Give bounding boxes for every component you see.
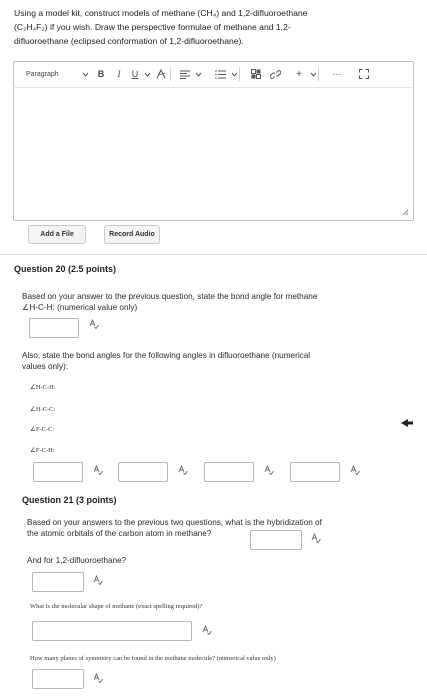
paragraph-style-select[interactable] — [26, 65, 78, 83]
molecular-shape-prompt: What is the molecular shape of methane (exact spelling required)? — [30, 603, 203, 610]
q20-line-1: Based on your answer to the previous question, state the bond angle for methane — [22, 292, 318, 301]
q21-line-1: Based on your answers to the previous two questions, what is the hybridization of — [27, 518, 322, 527]
insert-chevron-icon[interactable] — [308, 65, 318, 83]
chevron-down-icon[interactable] — [78, 65, 92, 83]
spellcheck-icon[interactable] — [93, 465, 103, 478]
molecular-shape-input[interactable] — [32, 621, 192, 641]
record-audio-button[interactable] — [104, 225, 160, 244]
spellcheck-icon[interactable] — [93, 673, 103, 686]
intro-line-3: difluoroethane (eclipsed conformation of 1,2-difluoroethane). — [14, 36, 244, 46]
angle-label-hcc: ∠H-C-C: — [30, 406, 56, 413]
spellcheck-icon[interactable] — [202, 625, 212, 638]
angle-label-hch: ∠H-C-H: — [30, 384, 56, 391]
question-20-title: Question 20 (2.5 points) — [14, 264, 117, 274]
intro-line-1: Using a model kit, construct models of methane (CH₄) and 1,2-difluoroethane — [14, 8, 308, 18]
paragraph-label: Paragraph — [26, 70, 59, 78]
spellcheck-icon[interactable] — [311, 533, 321, 546]
spellcheck-icon[interactable] — [89, 319, 99, 332]
spellcheck-icon[interactable] — [350, 465, 360, 478]
hybridization-difluoroethane-input[interactable] — [32, 572, 84, 592]
italic-button[interactable]: I — [117, 69, 121, 79]
planes-symmetry-input[interactable] — [32, 669, 84, 689]
spellcheck-icon[interactable] — [93, 575, 103, 588]
hybridization-methane-input[interactable] — [250, 530, 302, 550]
question-21-prompt — [27, 517, 407, 539]
intro-line-2: (C₂H₄F₂) if you wish. Draw the perspective formulae of methane and 1,2- — [14, 22, 291, 32]
angle-fch-input[interactable] — [290, 462, 340, 482]
editor-toolbar — [13, 61, 412, 88]
toolbar-divider — [239, 67, 240, 81]
angle-hcc-input[interactable] — [118, 462, 168, 482]
q21-difluoroethane-prompt: And for 1,2-difluoroethane? — [27, 556, 127, 565]
underline-button[interactable]: U — [131, 69, 139, 79]
resize-handle-icon[interactable] — [401, 208, 409, 216]
media-icon[interactable] — [246, 65, 266, 83]
link-icon[interactable] — [266, 65, 284, 83]
text-color-icon[interactable] — [152, 65, 170, 83]
toolbar-divider — [318, 67, 319, 81]
q20-also-line-1: Also, state the bond angles for the following angles in difluoroethane (numerical — [22, 351, 311, 360]
q20-also-line-2: values only): — [22, 362, 68, 371]
question-20-prompt — [22, 291, 412, 313]
list-icon[interactable] — [211, 65, 229, 83]
planes-symmetry-prompt: How many planes of symmetry can be found in the methane molecule? (numerical value only) — [30, 655, 276, 662]
question-20-also — [22, 350, 412, 372]
question-intro — [14, 6, 414, 48]
q20-line-2: ∠H-C-H: (numerical value only) — [22, 303, 138, 312]
angle-fcc-input[interactable] — [204, 462, 254, 482]
q21-line-2: the atomic orbitals of the carbon atom in methane? — [27, 529, 212, 538]
add-file-button[interactable] — [28, 225, 86, 244]
toolbar-divider — [170, 67, 171, 81]
section-divider — [0, 254, 427, 255]
underline-options-icon[interactable] — [142, 65, 152, 83]
expand-icon[interactable] — [355, 65, 373, 83]
add-file-label: Add a File — [40, 231, 74, 238]
record-audio-label: Record Audio — [109, 231, 155, 238]
spellcheck-icon[interactable] — [264, 465, 274, 478]
align-icon[interactable] — [177, 65, 193, 83]
question-21-title: Question 21 (3 points) — [22, 495, 117, 505]
bold-button[interactable]: B — [97, 69, 105, 79]
angle-label-fch: ∠F-C-H: — [30, 447, 55, 454]
align-chevron-icon[interactable] — [193, 65, 203, 83]
list-chevron-icon[interactable] — [229, 65, 239, 83]
angle-label-fcc: ∠F-C-C: — [30, 426, 55, 433]
insert-button[interactable]: + — [296, 68, 302, 80]
angle-hch-input[interactable] — [33, 462, 83, 482]
spellcheck-icon[interactable] — [178, 465, 188, 478]
more-options-button[interactable]: ··· — [332, 69, 342, 79]
cursor-icon — [399, 415, 415, 431]
methane-bond-angle-input[interactable] — [29, 318, 79, 338]
